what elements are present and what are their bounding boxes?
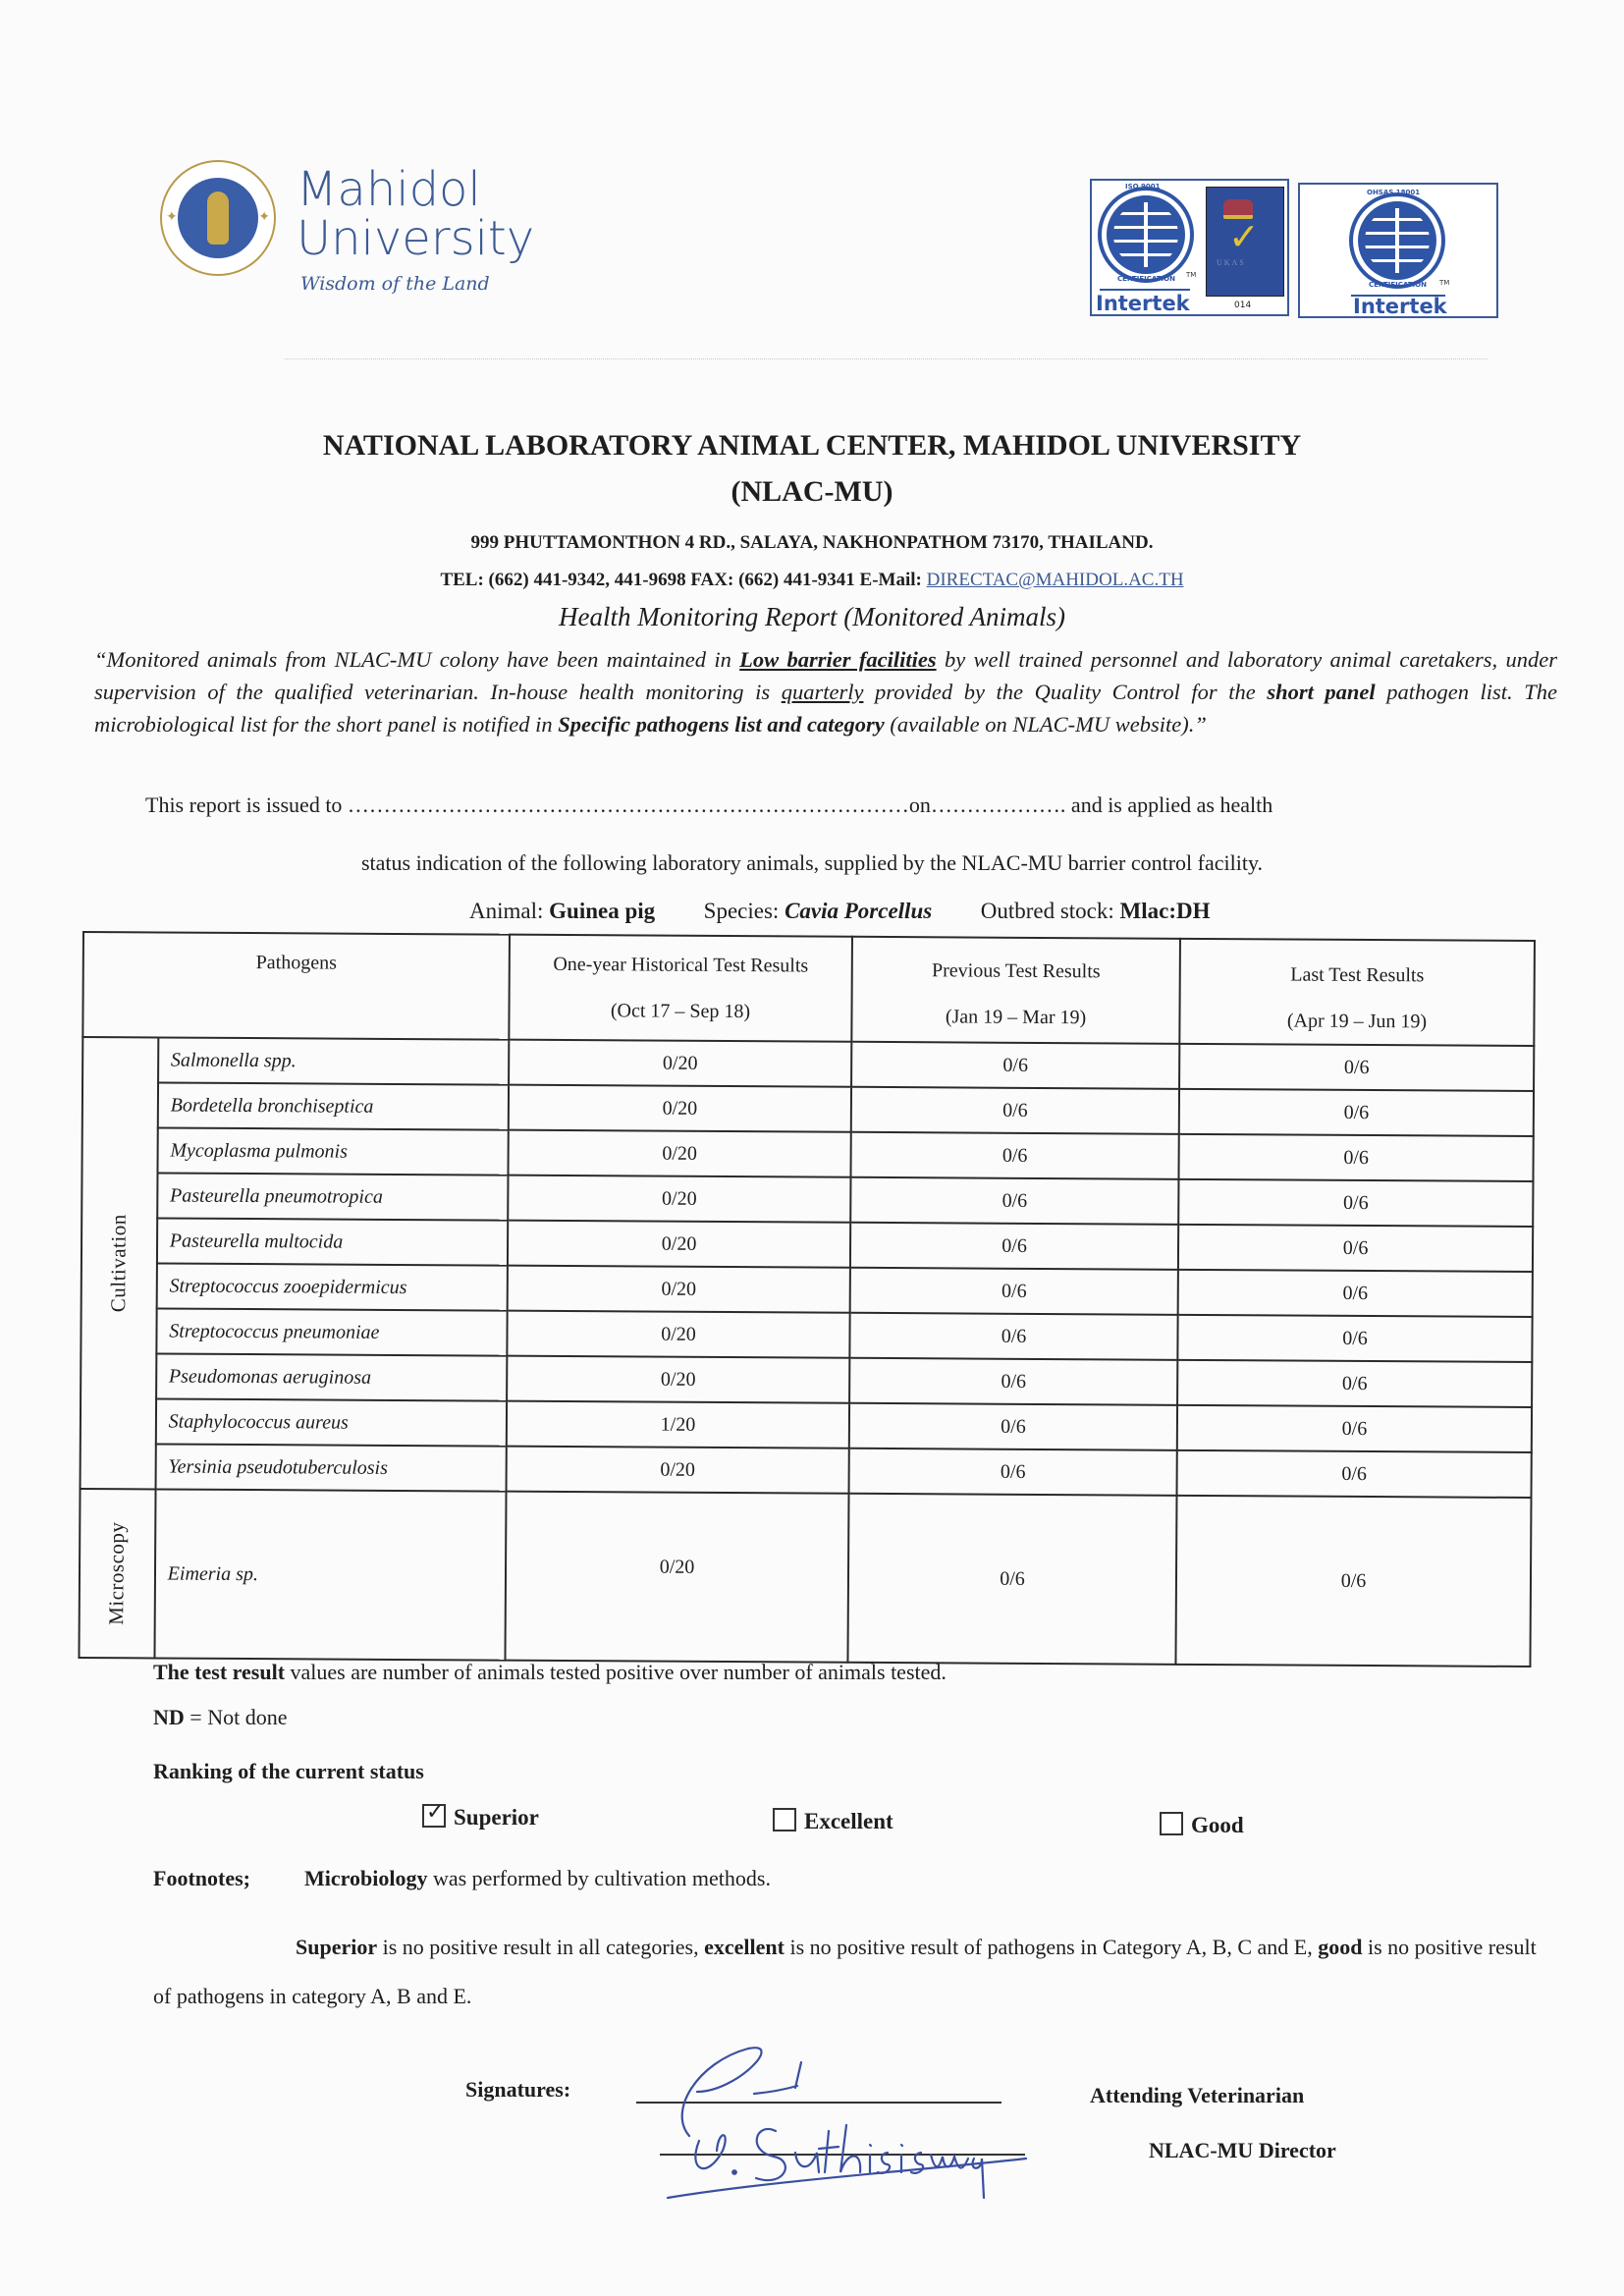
historical-result: 0/20 — [507, 1356, 849, 1403]
org-title: NATIONAL LABORATORY ANIMAL CENTER, MAHIDOL UNIVERSITY — [322, 429, 1302, 462]
last-result: 0/6 — [1178, 1225, 1533, 1272]
header-separator — [285, 358, 1488, 359]
pathogen-name: Mycoplasma pulmonis — [157, 1127, 509, 1175]
university-name — [297, 162, 535, 266]
intro-text: pathogen list. The microbiological list for the short panel is notified in — [94, 680, 1558, 737]
footnote-text: is no positive result in all categories, — [377, 1935, 705, 1959]
stock-label: Outbred stock: — [980, 899, 1120, 923]
email-link[interactable]: DIRECTAC@MAHIDOL.AC.TH — [926, 570, 1184, 590]
note-text: = Not done — [184, 1705, 288, 1729]
status-indication-line: status indication of the following laboratory animals, supplied by the NLAC-MU barrier control facility. — [360, 850, 1264, 875]
ranking-label: Good — [1191, 1813, 1244, 1837]
pathogen-name: Streptococcus pneumoniae — [156, 1308, 508, 1355]
last-result: 0/6 — [1178, 1270, 1533, 1317]
stock-value: Mlac:DH — [1119, 899, 1211, 923]
previous-result: 0/6 — [849, 1449, 1177, 1496]
footnote-emphasis: Microbiology — [304, 1866, 428, 1890]
university-name-line1: Mahidol — [297, 162, 481, 217]
seal-star-icon: ✦ — [258, 210, 270, 225]
animal-value: Guinea pig — [549, 899, 656, 923]
group-cultivation — [81, 1037, 159, 1489]
intertek-brand: Intertek — [1353, 295, 1447, 318]
last-result: 0/6 — [1177, 1405, 1532, 1452]
animal-label: Animal: — [469, 899, 550, 923]
pathogen-name: Bordetella bronchiseptica — [157, 1082, 509, 1129]
historical-result: 0/20 — [509, 1130, 851, 1177]
previous-result: 0/6 — [849, 1403, 1177, 1450]
org-contact — [0, 570, 1624, 591]
last-result: 0/6 — [1178, 1179, 1533, 1227]
checkbox-unchecked-icon[interactable] — [773, 1808, 796, 1831]
issued-to-line: This report is issued to ……………………………………………………………………on………………. and is applied as health — [145, 793, 1273, 817]
footnote-emphasis: excellent — [704, 1935, 785, 1959]
previous-result: 0/6 — [850, 1268, 1178, 1315]
ranking-option-superior[interactable] — [422, 1800, 539, 1831]
historical-result: 0/20 — [509, 1040, 851, 1087]
intro-paragraph — [94, 643, 1557, 740]
intro-emphasis: Specific pathogens list and category — [558, 712, 885, 737]
header-last — [1179, 939, 1535, 1046]
pathogen-name: Eimeria sp. — [154, 1489, 506, 1660]
previous-result: 0/6 — [847, 1494, 1176, 1665]
historical-result: 0/20 — [508, 1175, 850, 1223]
group-label: Cultivation — [106, 1214, 132, 1313]
checkmark-icon: ✓ — [1228, 215, 1260, 258]
header-label: One-year Historical Test Results — [553, 953, 809, 977]
ranking-option-good[interactable] — [1160, 1812, 1244, 1838]
historical-result: 0/20 — [508, 1221, 850, 1268]
signatures-label: Signatures: — [465, 2077, 571, 2102]
ohsas-caption: CERTIFICATION — [1369, 281, 1427, 289]
footnote-ranking-definitions — [153, 1923, 1547, 2021]
report-title: Health Monitoring Report (Monitored Animals) — [559, 602, 1065, 631]
contact-phone-fax: TEL: (662) 441-9342, 441-9698 FAX: (662) 441-9341 E-Mail: — [440, 570, 927, 590]
role-director: NLAC-MU Director — [1149, 2138, 1336, 2162]
animal-info — [469, 899, 1210, 924]
previous-result: 0/6 — [850, 1177, 1178, 1225]
note-emphasis: ND — [153, 1705, 185, 1729]
intro-text: by well trained personnel and laboratory animal caretakers, under supervision of the qualified veterinarian. In-house health monitoring is — [94, 647, 1557, 704]
divider — [1100, 289, 1190, 291]
results-table — [78, 931, 1535, 1667]
previous-result: 0/6 — [851, 1087, 1179, 1134]
previous-result: 0/6 — [849, 1313, 1177, 1360]
previous-result: 0/6 — [851, 1042, 1179, 1089]
ukas-number: 014 — [1234, 301, 1252, 310]
ohsas-standard-label: OHSAS 18001 — [1367, 189, 1421, 196]
ranking-title: Ranking of the current status — [153, 1759, 424, 1783]
species-label: Species: — [703, 899, 785, 923]
header-historical — [509, 935, 852, 1042]
group-label: Microscopy — [104, 1521, 130, 1625]
historical-result: 0/20 — [507, 1311, 849, 1358]
ranking-option-excellent[interactable] — [773, 1808, 893, 1834]
pathogen-name: Staphylococcus aureus — [156, 1398, 508, 1446]
historical-result: 0/20 — [509, 1085, 851, 1132]
note-text: values are number of animals tested positive over number of animals tested. — [285, 1660, 947, 1684]
header-label: Pathogens — [255, 952, 337, 974]
historical-result: 0/20 — [505, 1492, 848, 1663]
trademark-mark: TM — [1439, 279, 1450, 287]
intro-emphasis: Low barrier facilities — [739, 647, 937, 672]
footnote-text: is no positive result of pathogens in Category A, B, C and E, — [784, 1935, 1319, 1959]
iso-caption: CERTIFICATION — [1117, 275, 1175, 283]
species-value: Cavia Porcellus — [785, 899, 933, 923]
header-previous — [851, 937, 1180, 1044]
historical-result: 0/20 — [507, 1447, 849, 1494]
last-result: 0/6 — [1179, 1134, 1534, 1181]
iso-standard-label: ISO 9001 — [1125, 183, 1161, 191]
footnotes-label: Footnotes; — [153, 1866, 250, 1890]
historical-result: 1/20 — [507, 1401, 849, 1449]
ukas-mark-icon — [1206, 187, 1284, 297]
pathogen-name: Pasteurella pneumotropica — [157, 1173, 509, 1220]
previous-result: 0/6 — [850, 1223, 1178, 1270]
seal-figure — [207, 191, 229, 245]
header-label: Previous Test Results — [931, 959, 1101, 983]
header-period: (Oct 17 – Sep 18) — [610, 1000, 751, 1023]
last-result: 0/6 — [1177, 1450, 1532, 1498]
pathogen-name: Pseudomonas aeruginosa — [156, 1353, 508, 1400]
handwritten-signature-icon — [628, 2023, 1041, 2200]
footnote-text: is no positive result of pathogens in category A, B and E. — [153, 1935, 1537, 2008]
footnote-text: was performed by cultivation methods. — [427, 1866, 771, 1890]
checkbox-checked-icon[interactable] — [422, 1800, 446, 1828]
last-result: 0/6 — [1179, 1089, 1534, 1136]
group-microscopy — [79, 1489, 155, 1658]
pathogen-name: Salmonella spp. — [158, 1037, 510, 1084]
previous-result: 0/6 — [849, 1358, 1177, 1405]
ukas-label: UKAS — [1217, 258, 1246, 267]
globe-icon — [1107, 195, 1185, 274]
intertek-brand: Intertek — [1096, 292, 1190, 315]
last-result: 0/6 — [1177, 1360, 1532, 1407]
previous-result: 0/6 — [851, 1132, 1179, 1179]
pathogen-name: Pasteurella multocida — [157, 1218, 509, 1265]
globe-icon — [1358, 201, 1436, 280]
intro-text: provided by the Quality Control for the — [863, 680, 1268, 704]
note-emphasis: The test result — [153, 1660, 286, 1684]
last-result: 0/6 — [1176, 1496, 1532, 1667]
iso-ukas-cert-box — [1090, 179, 1289, 316]
header-period: (Apr 19 – Jun 19) — [1286, 1010, 1428, 1033]
test-result-note — [153, 1660, 947, 1685]
role-attending-veterinarian: Attending Veterinarian — [1090, 2083, 1305, 2107]
last-result: 0/6 — [1179, 1044, 1534, 1091]
university-seal-icon — [160, 160, 276, 276]
footnote-microbiology — [153, 1866, 771, 1891]
university-tagline: Wisdom of the Land — [300, 273, 490, 295]
nd-note — [153, 1705, 287, 1730]
pathogen-name: Streptococcus zooepidermicus — [156, 1263, 508, 1310]
seal-star-icon: ✦ — [166, 210, 178, 225]
table-header-row — [82, 932, 1535, 1046]
org-address: 999 PHUTTAMONTHON 4 RD., SALAYA, NAKHONPATHOM 73170, THAILAND. — [470, 532, 1154, 553]
footnote-emphasis: good — [1318, 1935, 1363, 1959]
ohsas-cert-box — [1298, 183, 1498, 318]
intro-emphasis: quarterly — [781, 680, 864, 704]
historical-result: 0/20 — [508, 1266, 850, 1313]
header-pathogens — [82, 932, 510, 1040]
header-label: Last Test Results — [1290, 963, 1425, 987]
intro-text: (available on NLAC-MU website).” — [884, 712, 1207, 737]
seal-emblem — [178, 178, 258, 258]
intro-emphasis: short panel — [1267, 680, 1376, 704]
ranking-label: Superior — [454, 1805, 539, 1830]
last-result: 0/6 — [1177, 1315, 1532, 1362]
checkbox-unchecked-icon[interactable] — [1160, 1812, 1183, 1835]
org-abbreviation: (NLAC-MU) — [731, 475, 893, 508]
footnote-emphasis: Superior — [296, 1935, 378, 1959]
table-row — [79, 1489, 1531, 1667]
ranking-label: Excellent — [804, 1809, 893, 1833]
check-icon: ✓ — [426, 1800, 445, 1825]
university-name-line2: University — [297, 211, 535, 266]
trademark-mark: TM — [1186, 271, 1197, 279]
pathogen-name: Yersinia pseudotuberculosis — [155, 1444, 507, 1491]
intro-text: “Monitored animals from NLAC-MU colony have been maintained in — [94, 647, 740, 672]
header-period: (Jan 19 – Mar 19) — [945, 1006, 1087, 1029]
